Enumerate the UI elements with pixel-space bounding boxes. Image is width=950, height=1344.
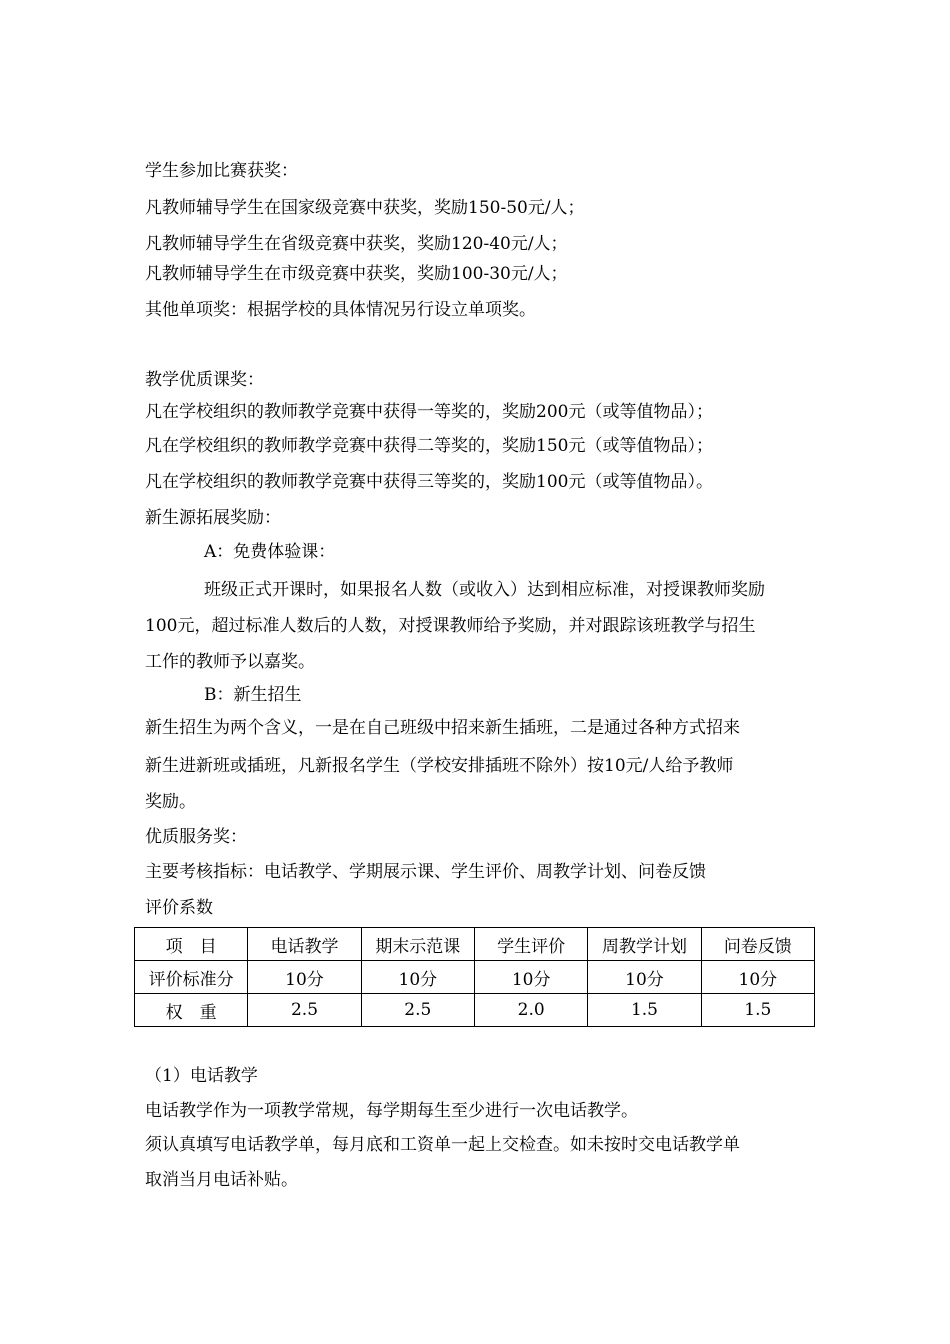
paragraph-line: 班级正式开课时，如果报名人数（或收入）达到相应标准，对授课教师奖励: [204, 580, 765, 600]
table-cell: 10分: [248, 961, 361, 994]
paragraph-line: 凡教师辅导学生在省级竞赛中获奖，奖励120-40元/人；: [145, 234, 568, 254]
paragraph-line: 凡在学校组织的教师教学竞赛中获得二等奖的，奖励150元（或等值物品）；: [145, 436, 713, 456]
paragraph-line: 凡在学校组织的教师教学竞赛中获得三等奖的，奖励100元（或等值物品）。: [145, 472, 713, 492]
table-cell: 10分: [588, 961, 701, 994]
table-row: [135, 994, 815, 1027]
heading-phone-teaching: （1）电话教学: [145, 1066, 258, 1086]
table-cell: 10分: [701, 961, 814, 994]
paragraph-line: 凡教师辅导学生在市级竞赛中获奖，奖励100-30元/人；: [145, 264, 568, 284]
paragraph-line: 新生进新班或插班，凡新报名学生（学校安排插班不除外）按10元/人给予教师: [145, 756, 734, 776]
subheading-free-trial: A：免费体验课：: [204, 542, 336, 562]
table-header-cell: 电话教学: [248, 928, 361, 961]
paragraph-line: 主要考核指标：电话教学、学期展示课、学生评价、周教学计划、问卷反馈: [145, 862, 706, 882]
table-row: [135, 961, 815, 994]
heading-new-students: 新生源拓展奖励：: [145, 508, 281, 528]
table-cell: 10分: [474, 961, 587, 994]
heading-service-award: 优质服务奖：: [145, 827, 247, 847]
paragraph-line: 奖励。: [145, 792, 196, 812]
table-cell: 1.5: [588, 994, 701, 1027]
table-header-cell: 期末示范课: [361, 928, 474, 961]
paragraph-line: 新生招生为两个含义，一是在自己班级中招来新生插班，二是通过各种方式招来: [145, 718, 740, 738]
table-cell: 1.5: [701, 994, 814, 1027]
paragraph-line: 电话教学作为一项教学常规，每学期每生至少进行一次电话教学。: [145, 1101, 638, 1121]
heading-competition-awards: 学生参加比赛获奖：: [145, 161, 298, 181]
table-cell: 评价标准分: [135, 961, 248, 994]
paragraph-line: 凡在学校组织的教师教学竞赛中获得一等奖的，奖励200元（或等值物品）；: [145, 402, 713, 422]
table-header-cell: 问卷反馈: [701, 928, 814, 961]
paragraph-line: 100元，超过标准人数后的人数，对授课教师给予奖励，并对跟踪该班教学与招生: [145, 616, 756, 636]
table-caption: 评价系数: [145, 898, 213, 918]
paragraph-line: 须认真填写电话教学单，每月底和工资单一起上交检查。如未按时交电话教学单: [145, 1135, 740, 1155]
heading-quality-lesson: 教学优质课奖：: [145, 370, 264, 390]
table-header-cell: 学生评价: [474, 928, 587, 961]
table-cell: 2.0: [474, 994, 587, 1027]
paragraph-line: 凡教师辅导学生在国家级竞赛中获奖，奖励150-50元/人；: [145, 198, 585, 218]
table-cell: 10分: [361, 961, 474, 994]
paragraph-line: 其他单项奖：根据学校的具体情况另行设立单项奖。: [145, 300, 536, 320]
paragraph-line: 工作的教师予以嘉奖。: [145, 652, 315, 672]
table-header-cell: 周教学计划: [588, 928, 701, 961]
table-cell: 权 重: [135, 994, 248, 1027]
table-cell: 2.5: [248, 994, 361, 1027]
table-header-cell: 项 目: [135, 928, 248, 961]
subheading-enrollment: B：新生招生: [204, 685, 302, 705]
paragraph-line: 取消当月电话补贴。: [145, 1170, 298, 1190]
evaluation-table: [134, 927, 815, 1027]
table-cell: 2.5: [361, 994, 474, 1027]
table-header-row: [135, 928, 815, 961]
